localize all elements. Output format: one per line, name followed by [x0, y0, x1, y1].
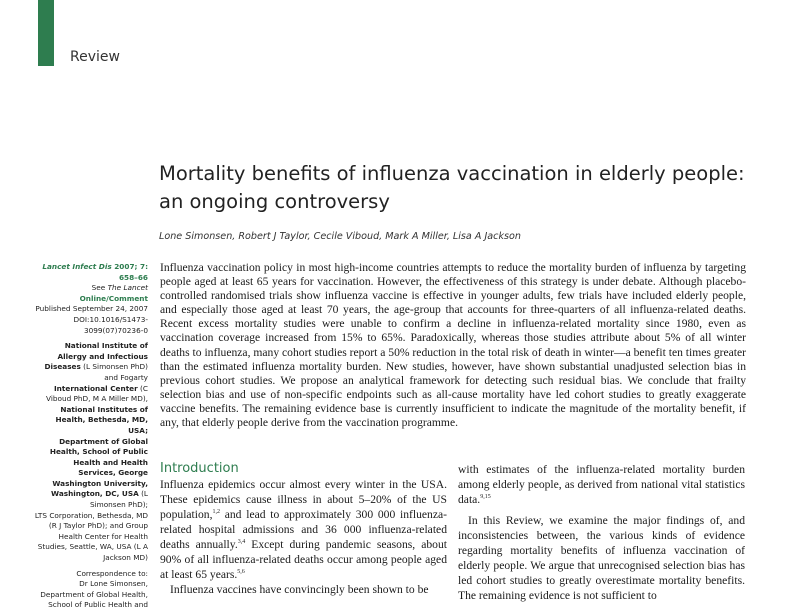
section-label: Review	[70, 49, 120, 65]
online-comment-link[interactable]: Online/Comment	[79, 293, 148, 303]
correspondence-name: Dr Lone Simonsen,	[79, 579, 148, 589]
affiliation-2-people: (C Viboud PhD, M A Miller MD),	[45, 383, 148, 404]
citation-journal: Lancet Infect Dis	[42, 262, 112, 271]
introduction-heading: Introduction	[160, 461, 239, 476]
intro-p1-text-a: Influenza epidemics occur almost every winter in the USA. These epidemics cause illness in about 5–20% of the US population,	[160, 478, 447, 521]
correspondence-label: Correspondence to:	[76, 568, 148, 578]
affiliation-2	[34, 384, 148, 405]
doi[interactable]: DOI:10.1016/S1473-3099(07)70236-0	[73, 314, 148, 335]
author-list: Lone Simonsen, Robert J Taylor, Cecile Viboud, Mark A Miller, Lisa A Jackson	[159, 231, 521, 242]
affiliation-4	[34, 437, 148, 511]
reference-marker[interactable]: 1,2	[212, 509, 220, 516]
article-sidebar	[34, 262, 148, 611]
see-label: See	[91, 283, 108, 293]
title-line-2: an ongoing controversy	[159, 190, 390, 213]
affiliation-3: National Institutes of Health, Bethesda, MD, USA;	[55, 404, 148, 435]
reference-marker[interactable]: 5,6	[237, 569, 245, 576]
affiliation-1-people: (L Simonsen PhD) and Fogarty	[80, 362, 148, 382]
right-paragraph-1	[458, 462, 745, 507]
affiliation-1	[34, 341, 148, 383]
published-date: Published September 24, 2007	[35, 304, 148, 314]
intro-p1-text-c: Except during pandemic seasons, about 90% of all influenza-related deaths occur among people aged at least 65 years.	[160, 538, 447, 581]
citation	[34, 262, 148, 283]
see-journal: The Lancet	[107, 283, 148, 293]
right-paragraph-2: In this Review, we examine the major findings of, and inconsistencies between, the various kinds of evidence regarding mortality benefits of influenza vaccination of elderly people. We argue that unrecognised selection bias has led cohort studies to greatly overestimate mortality benefits. The remaining evidence is not sufficient to	[458, 514, 745, 602]
affiliation-5: LTS Corporation, Bethesda, MD (R J Taylor PhD); and Group Health Center for Health Studies, Seattle, WA, USA (L A Jackson MD)	[34, 510, 148, 563]
intro-p1-text-b: and lead to approximately 300 000 influenza-related hospital admissions and 36 000 influenza-related deaths annually.	[160, 508, 447, 551]
title-line-1: Mortality benefits of influenza vaccination in elderly people:	[159, 162, 745, 185]
body-column-left	[160, 477, 447, 597]
article-title	[159, 160, 759, 216]
reference-marker[interactable]: 9,15	[480, 494, 491, 501]
section-color-bar	[38, 0, 54, 66]
citation-details: 2007; 7: 658–66	[111, 262, 148, 282]
abstract: Influenza vaccination policy in most high-income countries attempts to reduce the mortality burden of influenza by targeting people aged at least 65 years for vaccination. However, the effectiveness of this strategy is under debate. Although placebo-controlled randomised trials show influenza vaccine is effective in younger adults, few trials have included elderly people, and especially those aged at least 70 years, the age-group that accounts for three-quarters of all influenza-related deaths. Recent excess mortality studies were unable to confirm a decline in influenza-related mortality since 1980, even as vaccination coverage increased from 15% to 65%. Paradoxically, whereas those studies attribute about 5% of all winter deaths to influenza, many cohort studies report a 50% reduction in the total risk of death in winter—a benefit ten times greater than the estimated influenza mortality burden. New studies, however, have shown substantial unadjusted selection bias in previous cohort studies. We propose an analytical framework for detecting such residual bias. We conclude that frailty selection bias and use of non-specific endpoints such as all-cause mortality have led cohort studies to greatly exaggerate vaccine benefits. The remaining evidence base is currently insufficient to indicate the magnitude of the mortality benefit, if any, that elderly people derive from the vaccination programme.	[160, 261, 746, 430]
correspondence-dept: Department of Global Health,	[40, 589, 148, 599]
affiliation-1-name: National Institute of Allergy and Infectious Diseases	[44, 341, 148, 372]
intro-paragraph-1	[160, 477, 447, 582]
right-p1-text: with estimates of the influenza-related mortality burden among elderly people, as derived from national vital statistics data.	[458, 463, 745, 506]
reference-marker[interactable]: 3,4	[237, 539, 246, 546]
affiliation-4-people: (L Simonsen PhD);	[89, 489, 148, 510]
body-column-right	[458, 462, 745, 603]
affiliation-4-name: Department of Global Health, School of Public Health and Health Services, George Washington University, Washington, DC, USA	[49, 436, 148, 499]
correspondence-school: School of Public Health and	[48, 600, 148, 610]
intro-paragraph-2: Influenza vaccines have convincingly been shown to be	[170, 583, 429, 596]
see-also	[34, 283, 148, 304]
affiliation-2-name: International Center	[53, 383, 138, 393]
